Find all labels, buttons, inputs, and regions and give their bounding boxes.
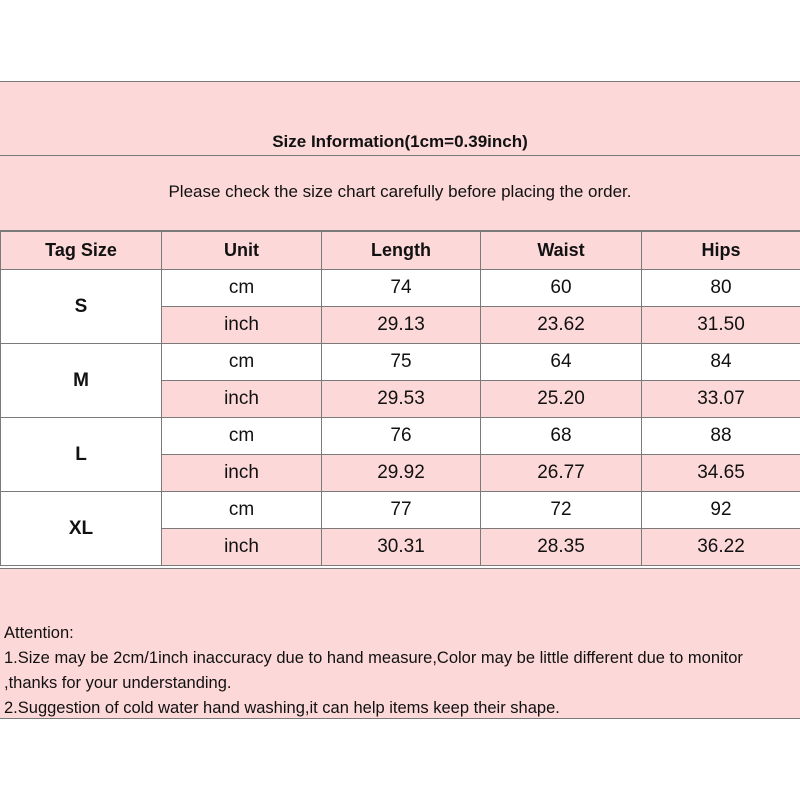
waist-cell: 26.77 — [481, 455, 642, 492]
waist-cell: 64 — [481, 344, 642, 381]
table-row — [1, 270, 800, 307]
waist-cell: 68 — [481, 418, 642, 455]
waist-cell: 60 — [481, 270, 642, 307]
unit-cell: cm — [162, 344, 322, 381]
header-length: Length — [322, 232, 481, 270]
tag-size-cell: M — [1, 344, 162, 418]
tag-size-cell: XL — [1, 492, 162, 566]
unit-cell: inch — [162, 529, 322, 566]
order-notice-text: Please check the size chart carefully before placing the order. — [168, 182, 632, 201]
order-notice — [0, 156, 800, 231]
length-cell: 74 — [322, 270, 481, 307]
chart-title-text: Size Information(1cm=0.39inch) — [272, 132, 528, 151]
waist-cell: 72 — [481, 492, 642, 529]
hips-cell: 80 — [642, 270, 800, 307]
attention-line: 2.Suggestion of cold water hand washing,it can help items keep their shape. — [4, 699, 560, 717]
hips-cell: 36.22 — [642, 529, 800, 566]
header-unit: Unit — [162, 232, 322, 270]
length-cell: 29.53 — [322, 381, 481, 418]
waist-cell: 25.20 — [481, 381, 642, 418]
length-cell: 76 — [322, 418, 481, 455]
chart-title — [0, 81, 800, 156]
length-cell: 29.13 — [322, 307, 481, 344]
unit-cell: inch — [162, 381, 322, 418]
hips-cell: 31.50 — [642, 307, 800, 344]
unit-cell: inch — [162, 307, 322, 344]
hips-cell: 92 — [642, 492, 800, 529]
size-table — [0, 231, 800, 566]
hips-cell: 84 — [642, 344, 800, 381]
table-row — [1, 492, 800, 529]
table-row — [1, 344, 800, 381]
unit-cell: inch — [162, 455, 322, 492]
tag-size-cell: S — [1, 270, 162, 344]
hips-cell: 34.65 — [642, 455, 800, 492]
unit-cell: cm — [162, 418, 322, 455]
length-cell: 77 — [322, 492, 481, 529]
waist-cell: 23.62 — [481, 307, 642, 344]
header-hips: Hips — [642, 232, 800, 270]
attention-heading: Attention: — [4, 624, 74, 642]
hips-cell: 33.07 — [642, 381, 800, 418]
length-cell: 29.92 — [322, 455, 481, 492]
tag-size-cell: L — [1, 418, 162, 492]
hips-cell: 88 — [642, 418, 800, 455]
table-row — [1, 418, 800, 455]
waist-cell: 28.35 — [481, 529, 642, 566]
attention-notes — [0, 568, 800, 719]
header-row — [1, 232, 800, 270]
length-cell: 75 — [322, 344, 481, 381]
unit-cell: cm — [162, 492, 322, 529]
header-waist: Waist — [481, 232, 642, 270]
header-tag-size: Tag Size — [1, 232, 162, 270]
length-cell: 30.31 — [322, 529, 481, 566]
unit-cell: cm — [162, 270, 322, 307]
attention-line: 1.Size may be 2cm/1inch inaccuracy due to hand measure,Color may be little different due to monitor — [4, 649, 743, 667]
attention-line: ,thanks for your understanding. — [4, 674, 232, 692]
